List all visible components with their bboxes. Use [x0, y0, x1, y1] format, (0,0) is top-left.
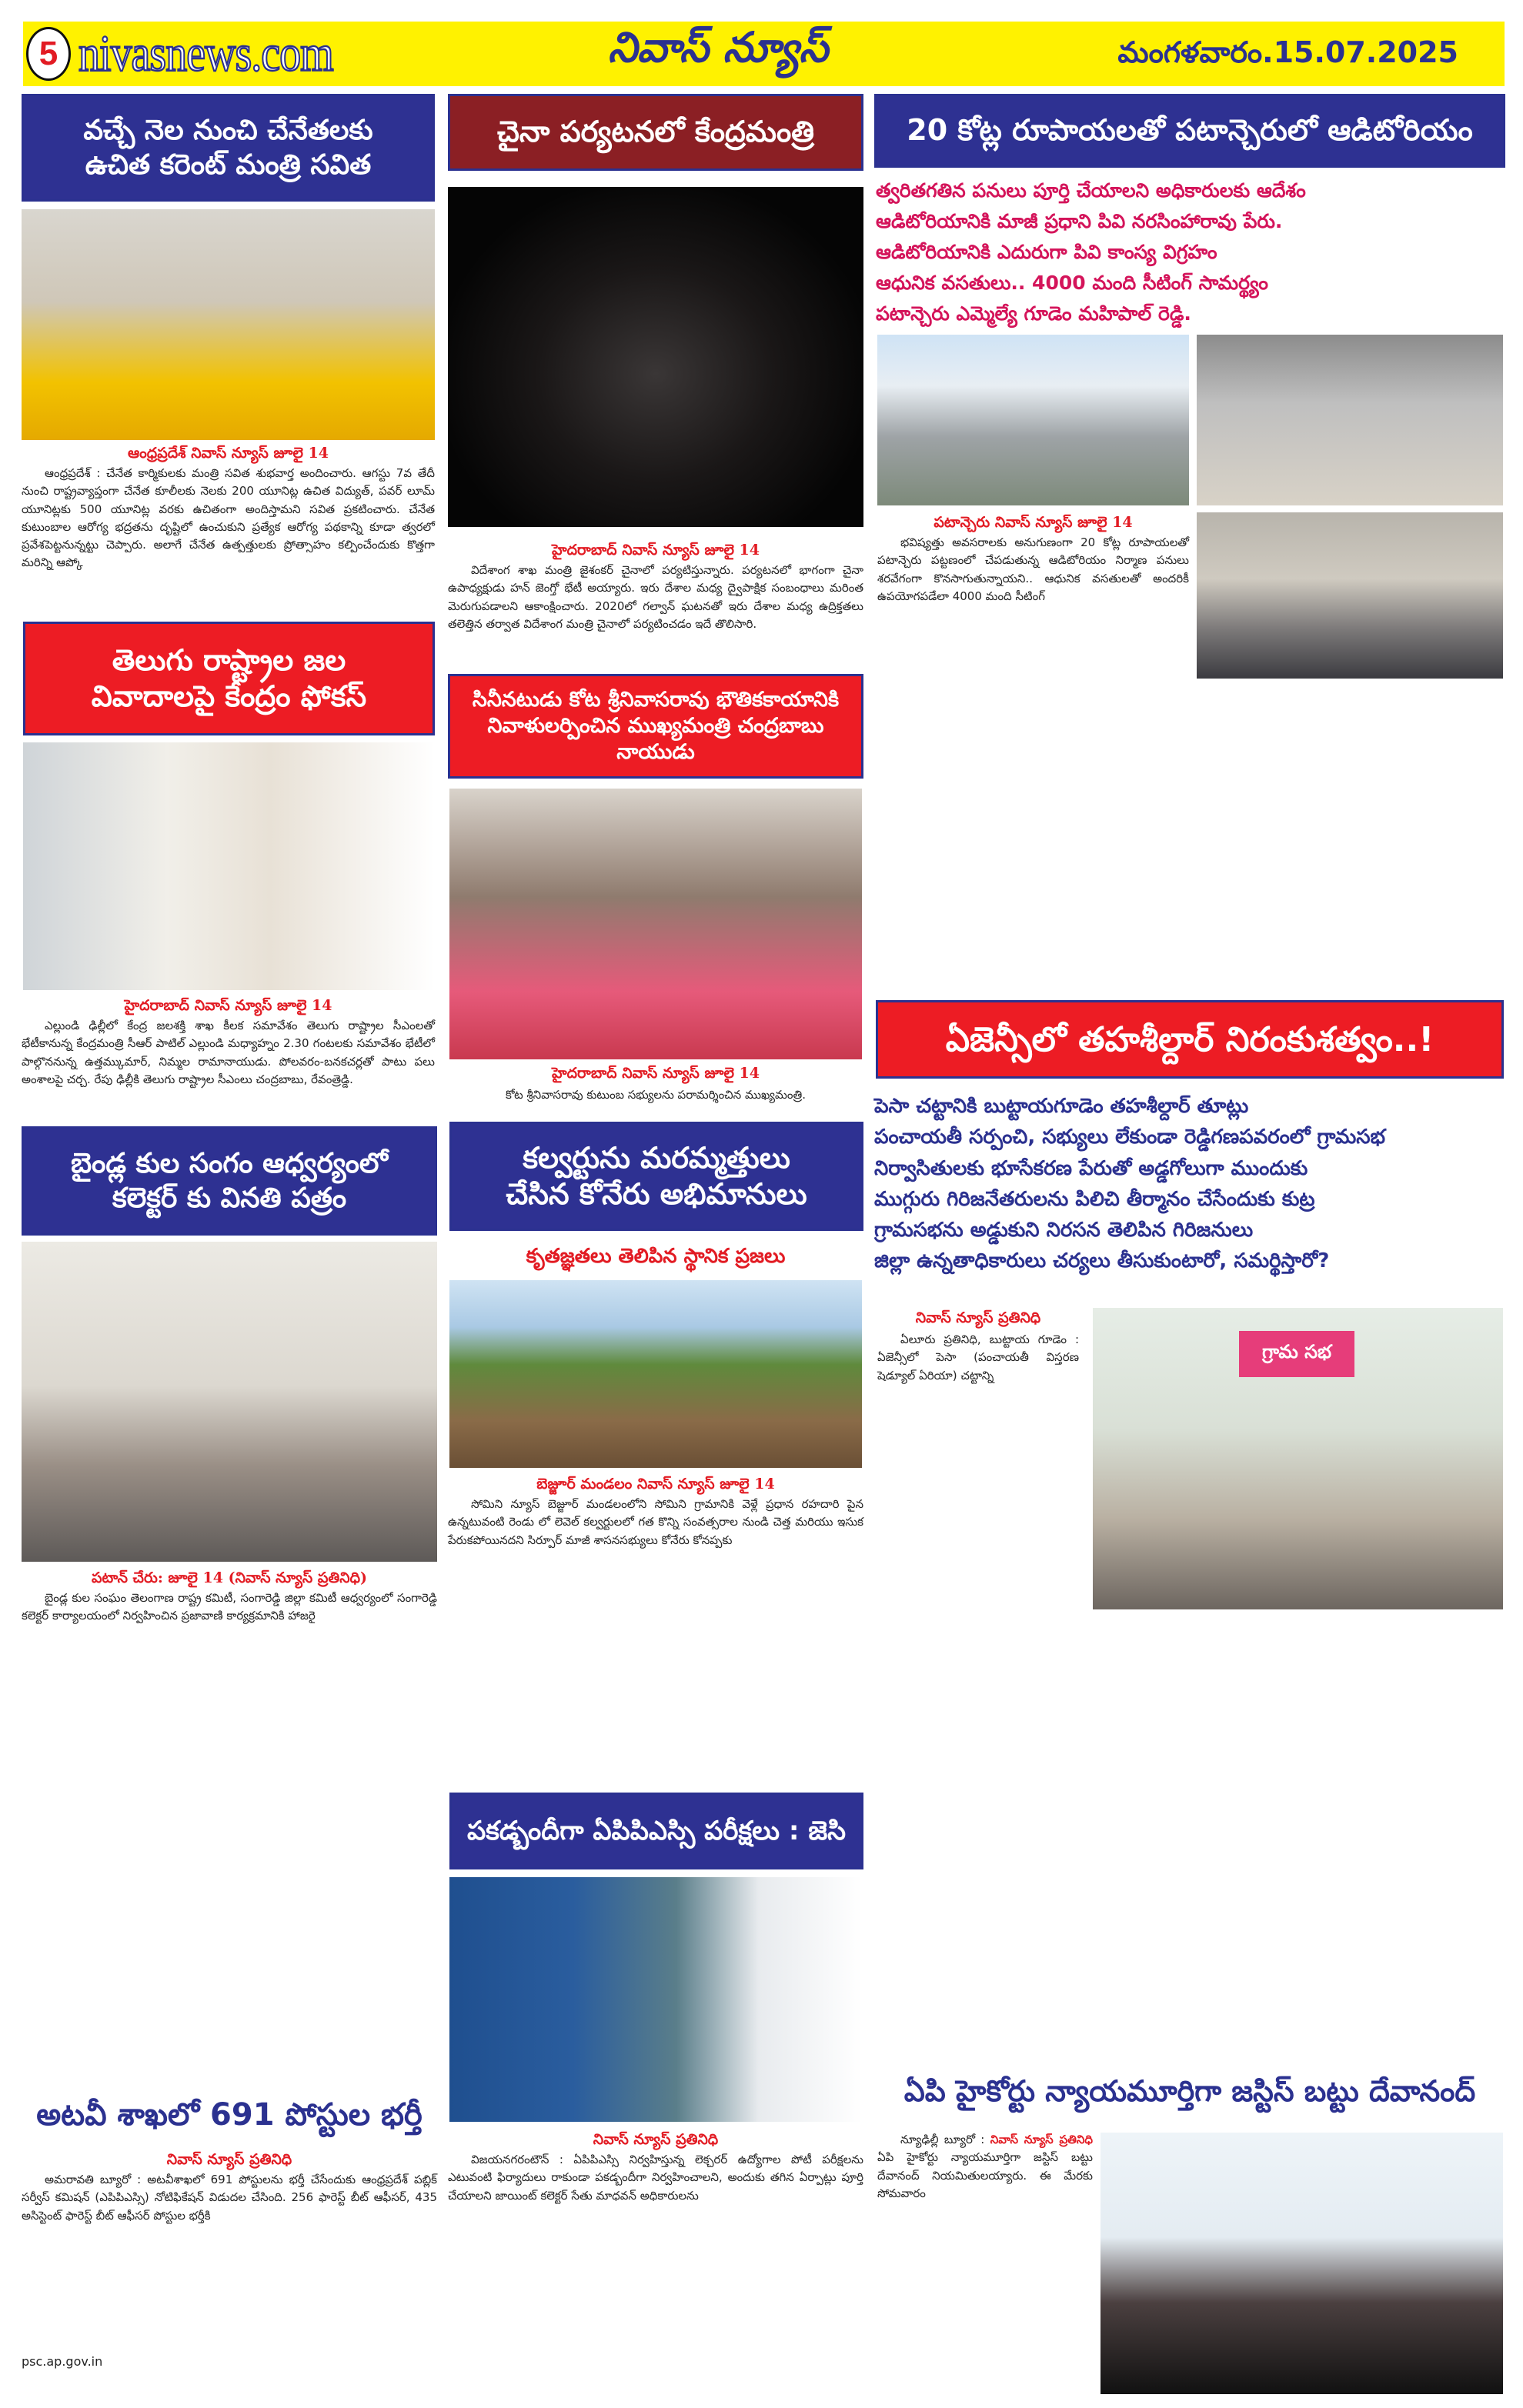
dateline: హైదరాబాద్ నివాస్ న్యూస్ జూలై 14 — [551, 1065, 760, 1082]
headline-water-disputes — [23, 622, 435, 735]
subheadlines — [876, 175, 1507, 329]
headline-forest-posts: అటవీ శాఖలో 691 పోస్టుల భర్తీ — [36, 2097, 422, 2133]
article-body: సోమిని న్యూస్ బెజ్జూర్ మండలంలోని సోమిని గ్రామానికి వెళ్లే ప్రధాన రహదారి పైన ఉన్నటువంటి రెండు లో లెవెల్ కల్వర్టులలో గత కొన్ని సంవత్సరాల నుండి చెత్త మరియు ఇసుక పేరుకపోయినదని సిర్పూర్ మాజీ శాసనసభ్యులు కోనేరు కోనప్పకు — [448, 1497, 863, 1547]
photo-excavator — [449, 1280, 862, 1468]
headline-line: నివాళులర్పించిన ముఖ్యమంత్రి చంద్రబాబు నాయుడు — [487, 714, 824, 764]
photo-justice-devanand — [1101, 2133, 1503, 2394]
subheadline: పటాన్చెరు ఎమ్మెల్యే గూడెం మహిపాల్ రెడ్డి. — [876, 302, 1191, 325]
subheadline: ఆడిటోరియానికి మాజీ ప్రధాని పివి నరసింహారావు పేరు. — [876, 210, 1283, 232]
subheadline: పెసా చట్టానికి బుట్టాయగూడెం తహశీల్దార్ తూట్లు — [874, 1095, 1249, 1118]
headline-tahsildar: ఏజెన్సీలో తహశీల్దార్ నిరంకుశత్వం..! — [876, 1000, 1504, 1079]
subheadline: కృతజ్ఞతలు తెలిపిన స్థానిక ప్రజలు — [526, 1245, 786, 1268]
dateline: హైదరాబాద్ నివాస్ న్యూస్ జూలై 14 — [124, 997, 332, 1014]
photo-auditorium-building — [877, 335, 1189, 505]
subheadline: జిల్లా ఉన్నతాధికారులు చర్యలు తీసుకుంటారో, సమర్థిస్తారో? — [874, 1249, 1330, 1273]
headline-line: సినీనటుడు కోట శ్రీనివాసరావు భౌతికకాయానికి — [472, 688, 840, 712]
headline-bindla — [22, 1126, 437, 1236]
site-name[interactable]: nivasnews.com — [78, 25, 333, 83]
headline-line: బైండ్ల కుల సంగం ఆధ్వర్యంలో — [71, 1148, 388, 1179]
byline: నివాస్ న్యూస్ ప్రతినిధి — [166, 2151, 292, 2168]
issue-date: మంగళవారం.15.07.2025 — [1117, 35, 1458, 69]
headline-appsc: పకడ్బందీగా ఏపిపిఎస్సి పరీక్షలు : జెసి — [449, 1793, 863, 1869]
headline-culvert — [449, 1122, 863, 1231]
headline-line: వచ్చే నెల నుంచి చేనేతలకు — [83, 115, 373, 146]
photo-minister-savitha — [22, 209, 435, 440]
dateline: పటాన్ చేరు: జూలై 14 (నివాస్ న్యూస్ ప్రతినిధి) — [92, 1569, 367, 1586]
photo-joint-collector — [449, 1877, 862, 2122]
headline-kota-tribute — [448, 674, 863, 779]
appsc-website-link[interactable]: psc.ap.gov.in — [22, 2354, 103, 2369]
subheadline: ఆడిటోరియానికి ఎదురుగా పివి కాంస్య విగ్రహం — [876, 241, 1217, 263]
photo-chief-ministers — [23, 742, 435, 990]
article-body: విజయనగరంటౌన్ : ఏపిపిఎస్సి నిర్వహిస్తున్న లెక్చరర్ ఉద్యోగాల పోటీ పరీక్షలను ఎటువంటి ఫిర్యాదులు రాకుండా పకడ్బందీగా నిర్వహించాలని, అందుకు తగిన ఏర్పాట్లు పూర్తి చేయాలని జాయింట్ కలెక్టర్ సేతు మాధవన్ అధికారులను — [448, 2153, 863, 2203]
article-body: ఎల్లుండి ఢిల్లీలో కేంద్ర జలశక్తి శాఖ కీలక సమావేశం తెలుగు రాష్ట్రాల సీఎంలతో భేటీకానున్న కేంద్రమంత్రి సీఆర్ పాటిల్ ఎల్లుండి మధ్యాహ్నం 2.30 గంటలకు సమావేశం భేటీలో పాల్గొననున్న ఉత్తమ్కుమార్, నిమ్మల రామానాయుడు. పోలవరం-బనకచర్లతో పాటు పలు అంశాలపై చర్చ. రేపు ఢిల్లీకి తెలుగు రాష్ట్రాల సీఎంలు చంద్రబాబు, రేవంత్రెడ్డి. — [22, 1019, 435, 1086]
dateline: ఆంధ్రప్రదేశ్ నివాస్ న్యూస్ జూలై 14 — [128, 445, 329, 462]
article-body: అమరావతి బ్యూరో : అటవీశాఖలో 691 పోస్టులను భర్తీ చేసేందుకు ఆంధ్రప్రదేశ్ పబ్లిక్ సర్వీస్ కమిషన్ (ఎపిపిఎస్సి) నోటిఫికేషన్ విడుదల చేసింది. 256 ఫారెస్ట్ బీట్ ఆఫీసర్, 435 అసిస్టెంట్ ఫారెస్ట్ బీట్ ఆఫీసర్ పోస్టుల భర్తీకి — [22, 2173, 437, 2223]
subheadline: గ్రామసభను అడ్డుకుని నిరసన తెలిపిన గిరిజనులు — [874, 1219, 1254, 1242]
headline-line: వివాదాలపై కేంద్రం ఫోకస్ — [91, 679, 367, 713]
subheadline: త్వరితగతిన పనులు పూర్తి చేయాలని అధికారులకు ఆదేశం — [876, 179, 1306, 202]
subheadline: ఆధునిక వసతులు.. 4000 మంది సీటింగ్ సామర్థ్యం — [876, 272, 1268, 294]
dateline: బెజ్జూర్ మండలం నివాస్ న్యూస్ జూలై 14 — [536, 1476, 775, 1492]
article-body: బైండ్ల కుల సంఘం తెలంగాణ రాష్ట్ర కమిటీ, సంగారెడ్డి జిల్లా కమిటీ ఆధ్వర్యంలో సంగారెడ్డి కలెక్టర్ కార్యాలయంలో నిర్వహించిన ప్రజావాణి కార్యక్రమానికి హాజరై — [22, 1591, 437, 1623]
dateline: హైదరాబాద్ నివాస్ న్యూస్ జూలై 14 — [551, 542, 760, 559]
subheadline: పంచాయతీ సర్పంచి, సభ్యులు లేకుండా రెడ్డిగణపవరంలో గ్రామసభ — [874, 1126, 1385, 1149]
headline-judge: ఏపి హైకోర్టు న్యాయమూర్తిగా జస్టిస్ బట్టు దేవానంద్ — [903, 2074, 1476, 2108]
gram-sabha-banner: గ్రామ సభ — [1239, 1331, 1354, 1377]
headline-savitha — [22, 94, 435, 202]
dateline: న్యూఢిల్లీ బ్యూరో : — [900, 2133, 985, 2146]
byline: నివాస్ న్యూస్ ప్రతినిధి — [990, 2133, 1093, 2146]
headline-line: చేసిన కోనేరు అభిమానులు — [506, 1177, 807, 1211]
subheadlines — [874, 1091, 1505, 1277]
subheadline: ముగ్గురు గిరిజనేతరులను పిలిచి తీర్మానం చేసేందుకు కుట్ర — [874, 1187, 1315, 1211]
photo-tribute — [449, 789, 862, 1059]
article-body: ఆంధ్రప్రదేశ్ : చేనేత కార్మికులకు మంత్రి సవిత శుభవార్త అందించారు. ఆగస్టు 7వ తేదీ నుంచి రాష్ట్రవ్యాప్తంగా చేనేత కూలీలకు నెలకు 200 యూనిట్ల ఉచిత విద్యుత్, పవర్ లూమ్ యూనిట్లకు 500 యూనిట్ల వరకు ఉచితంగా అందిస్తామని సవిత ప్రకటించారు. చేనేత కుటుంబాల ఆరోగ్య భద్రతను దృష్టిలో ఉంచుకుని ప్రత్యేక ఆరోగ్య పథకాన్ని కూడా త్వరలో ప్రవేశపెట్టనున్నట్టు చెప్పారు. అలాగే చేనేత ఉత్పత్తులకు ప్రోత్సాహం కల్పించేందుకు కొత్తగా మరిన్ని ఆప్కో — [22, 466, 435, 570]
headline-line: కలెక్టర్ కు వినతి పత్రం — [112, 1182, 347, 1214]
headline-line: ఉచిత కరెంట్ మంత్రి సవిత — [85, 149, 372, 181]
photo-collector-petition — [22, 1242, 437, 1562]
paper-name: నివాస్ న్యూస్ — [608, 23, 829, 72]
photo-auditorium-interior — [1197, 335, 1503, 505]
byline: నివాస్ న్యూస్ ప్రతినిధి — [915, 1309, 1041, 1326]
dateline: పటాన్చెరు నివాస్ న్యూస్ జూలై 14 — [934, 514, 1133, 531]
photo-mla-inspection — [1197, 512, 1503, 679]
photo-gram-sabha — [1093, 1308, 1503, 1609]
subheadline: నిర్వాసితులకు భూసేకరణ పేరుతో అడ్డగోలుగా ముందుకు — [874, 1156, 1308, 1180]
body-text: ఏపి హైకోర్టు న్యాయమూర్తిగా జస్టిస్ బట్టు దేవానంద్ నియమితులయ్యారు. ఈ మేరకు సోమవారం — [877, 2150, 1093, 2200]
headline-line: తెలుగు రాష్ట్రాల జల — [112, 642, 346, 677]
headline-auditorium: 20 కోట్ల రూపాయలతో పటాన్చెరులో ఆడిటోరియం — [874, 94, 1505, 168]
article-body: భవిష్యత్తు అవసరాలకు అనుగుణంగా 20 కోట్ల రూపాయలతో పటాన్చెరు పట్టణంలో చేపడుతున్న ఆడిటోరియం నిర్మాణ పనులు శరవేగంగా కొనసాగుతున్నాయని.. ఆధునిక వసతులతో అందరికీ ఉపయోగపడేలా 4000 మంది సీటింగ్ — [877, 535, 1189, 603]
headline-line: కల్వర్టును మరమ్మత్తులు — [523, 1140, 790, 1175]
article-body — [877, 2131, 1093, 2203]
page-number: 5 — [26, 27, 71, 81]
photo-caption: కోట శ్రీనివాసరావు కుటుంబ సభ్యులను పరామర్శించిన ముఖ్యమంత్రి. — [505, 1088, 807, 1102]
masthead — [23, 22, 1505, 86]
photo-jaishankar — [448, 187, 863, 527]
article-body: ఏలూరు ప్రతినిధి, బుట్టాయ గూడెం : ఏజెన్సీలో పెసా (పంచాయతీ విస్తరణ షెడ్యూల్ ఏరియా) చట్టాన్ని — [877, 1332, 1079, 1382]
headline-china-visit: చైనా పర్యటనలో కేంద్రమంత్రి — [448, 94, 863, 171]
article-body: విదేశాంగ శాఖ మంత్రి జైశంకర్ చైనాలో పర్యటిస్తున్నారు. పర్యటనలో భాగంగా చైనా ఉపాధ్యక్షుడు హన్ జెంగ్తో భేటీ అయ్యారు. ఇరు దేశాల మధ్య ద్వైపాక్షిక సంబంధాలు మరింత మెరుగుపడాలని ఆకాంక్షించారు. 2020లో గల్వాన్ ఘటనతో ఇరు దేశాల మధ్య ఉద్రిక్తతలు తలెత్తిన తర్వాత విదేశాంగ మంత్రి చైనాలో పర్యటించడం ఇదే తొలిసారి. — [448, 563, 863, 631]
byline: నివాస్ న్యూస్ ప్రతినిధి — [593, 2131, 719, 2148]
